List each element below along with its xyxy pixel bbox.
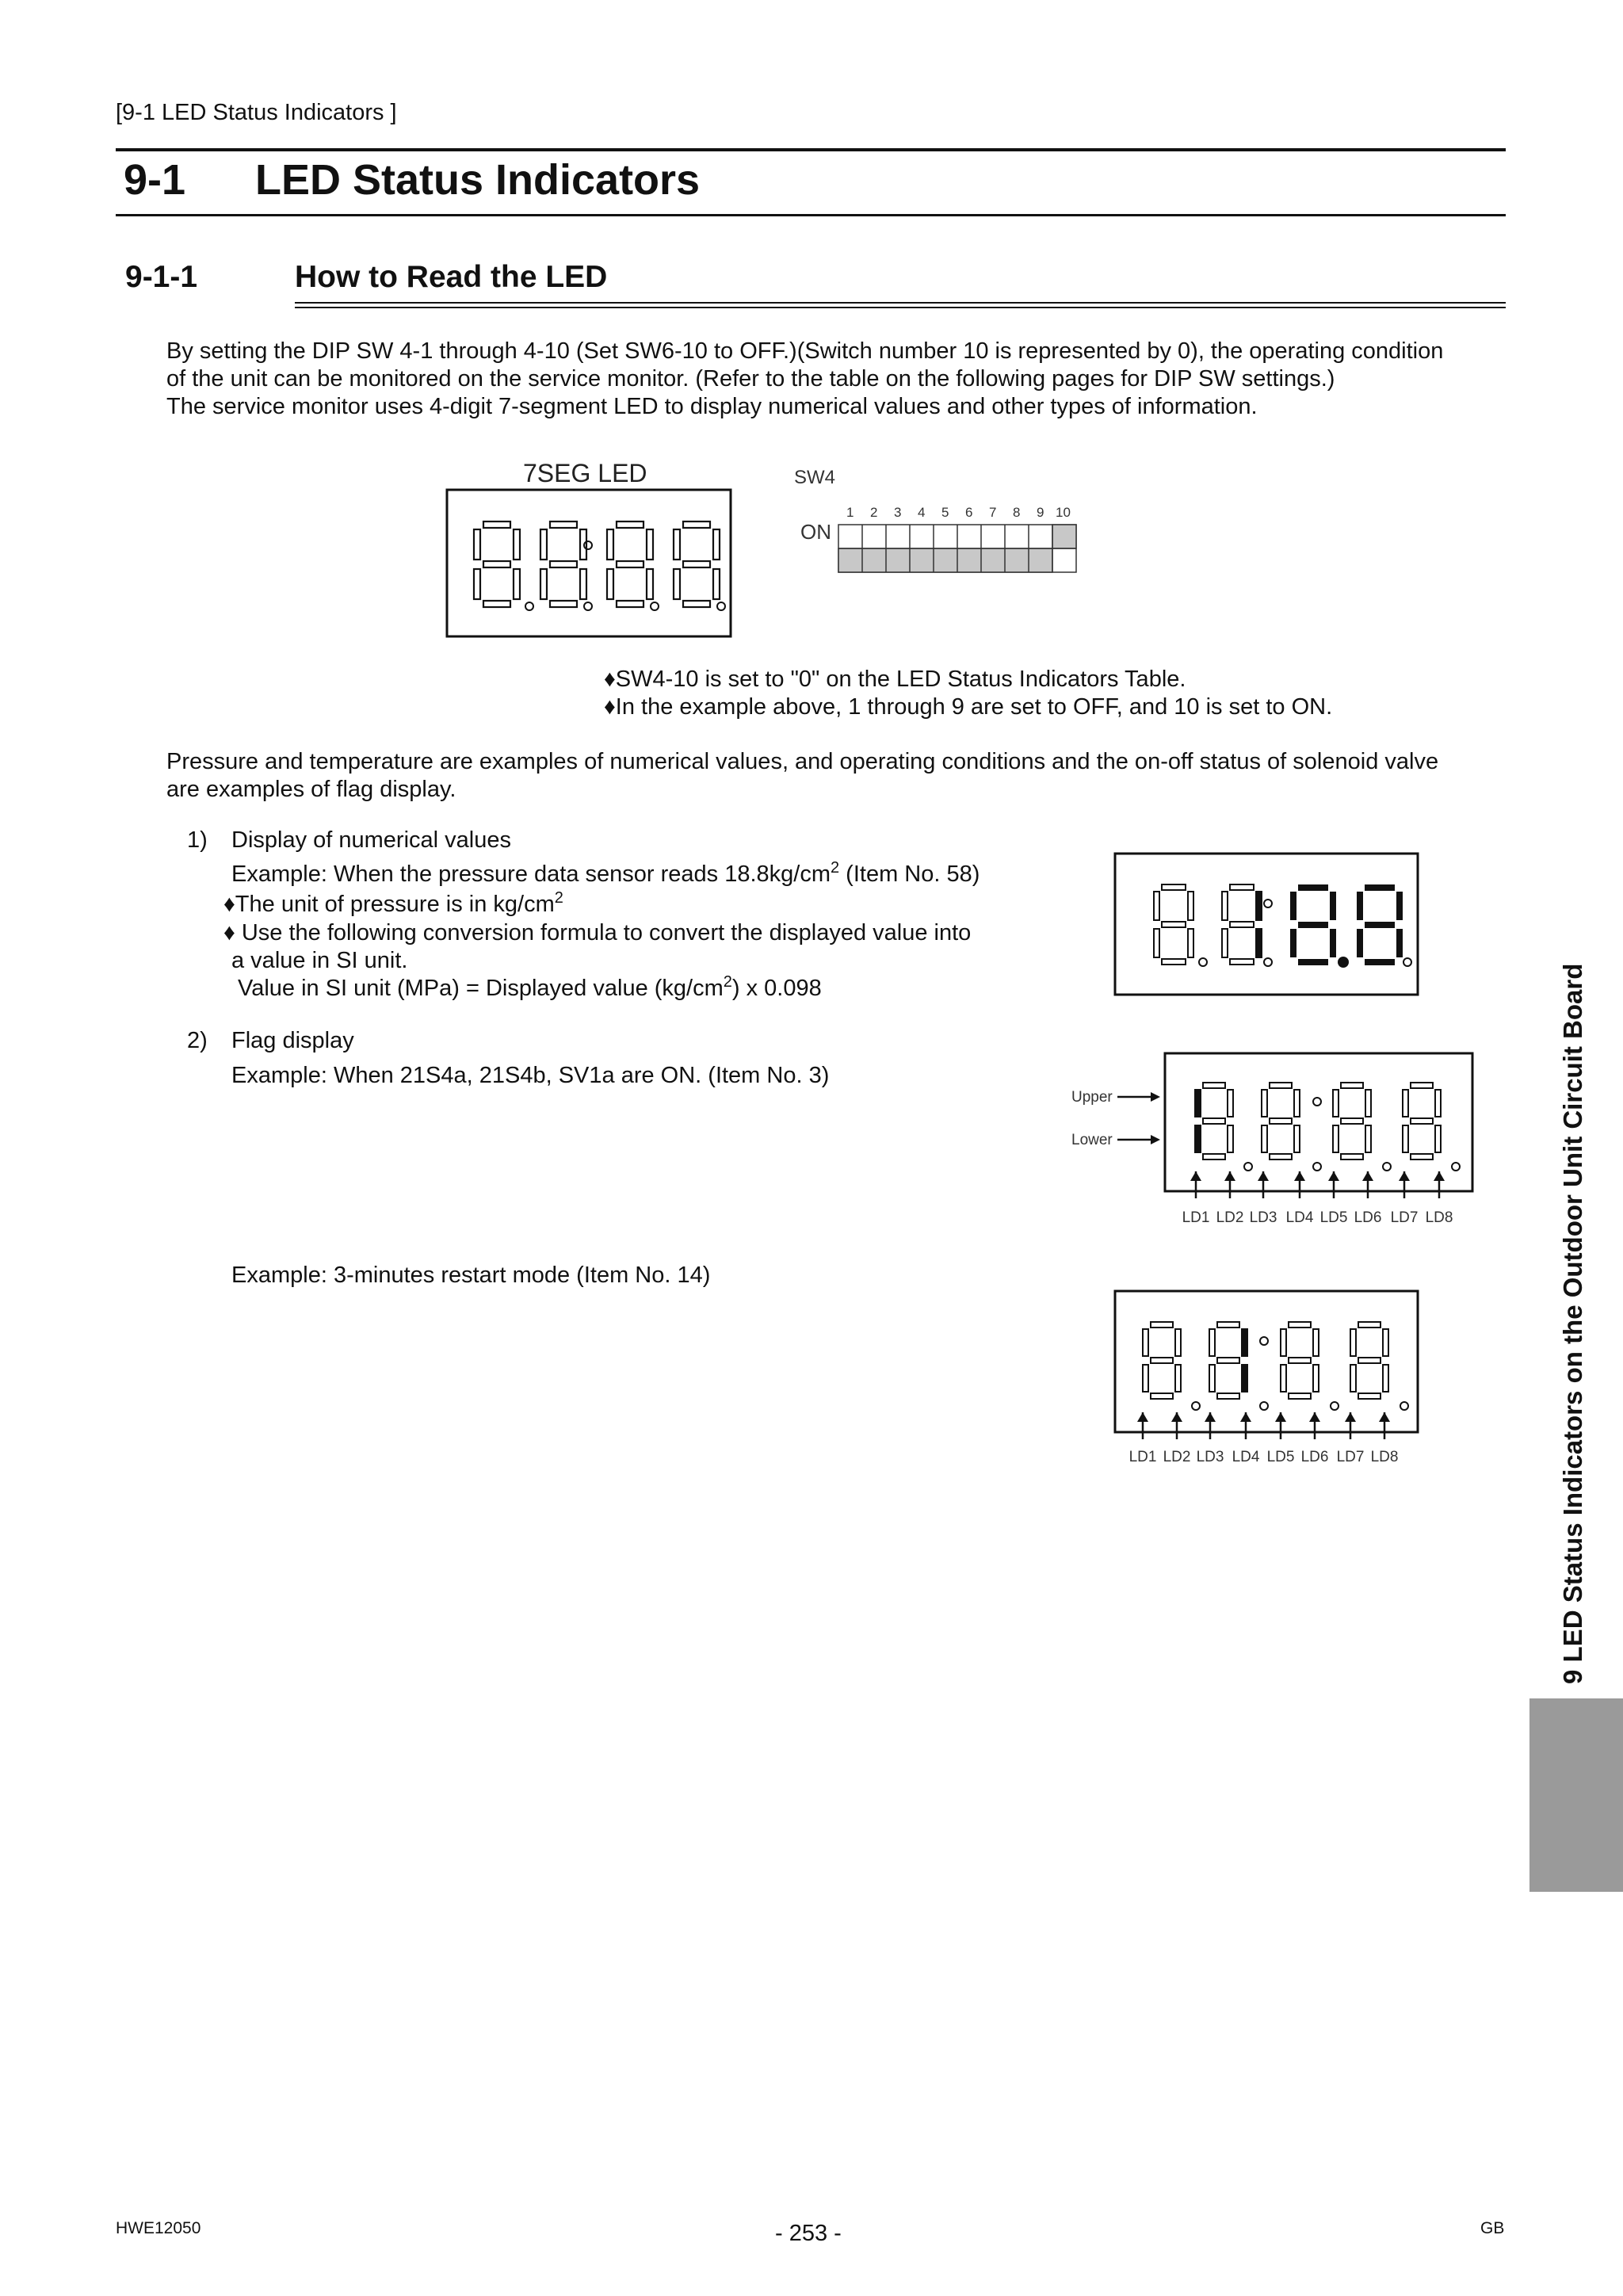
on-label: ON: [800, 520, 831, 544]
item1-unit-note: ♦The unit of pressure is in $kg/cm^2$: [223, 889, 563, 917]
footer-doc-code: HWE12050: [116, 2219, 201, 2237]
svg-text:LD6: LD6: [1354, 1209, 1382, 1226]
restart-digit-4: [1350, 1322, 1388, 1399]
top-rule: [116, 148, 1506, 151]
numeric-digit-2: [1222, 884, 1262, 965]
item2-title: Flag display: [231, 1028, 354, 1053]
restart-digit-1: [1143, 1322, 1181, 1399]
section-title: LED Status Indicators: [255, 156, 701, 204]
led-frame: [447, 490, 731, 636]
subsection-rule-1: [295, 302, 1506, 304]
svg-text:LD6: LD6: [1300, 1449, 1329, 1465]
flag-digit-3: [1333, 1083, 1371, 1159]
svg-text:LD2: LD2: [1163, 1449, 1191, 1465]
numeric-digit-4: [1357, 884, 1403, 965]
lower-label: Lower: [1071, 1132, 1113, 1148]
svg-text:2: 2: [870, 505, 878, 520]
numeric-digit-3: [1290, 884, 1336, 965]
svg-text:LD8: LD8: [1370, 1449, 1399, 1465]
side-chapter-tab: [1529, 1698, 1623, 1892]
svg-text:5: 5: [941, 505, 949, 520]
numeric-display-figure: [1113, 851, 1422, 999]
note-example: ♦In the example above, 1 through 9 are set to OFF, and 10 is set to ON.: [604, 694, 1333, 720]
restart-ld-arrows: [1137, 1412, 1390, 1439]
numeric-digit-1: [1154, 884, 1193, 965]
svg-text:LD3: LD3: [1196, 1449, 1224, 1465]
subsection-rule-2: [295, 307, 1506, 308]
item1-formula: Value in SI unit (MPa) = Displayed value $(kg/cm^2)$ x 0.098: [238, 973, 822, 1001]
svg-text:LD5: LD5: [1266, 1449, 1295, 1465]
svg-text:LD5: LD5: [1319, 1209, 1348, 1226]
footer-region: GB: [1480, 2219, 1505, 2237]
svg-text:LD4: LD4: [1232, 1449, 1260, 1465]
restart-ld-labels: [1129, 1449, 1399, 1465]
subsection-number: 9-1-1: [125, 260, 198, 294]
flag-paragraph: Pressure and temperature are examples of numerical values, and operating conditions and the on-off status of solenoid valve are examples of flag display.: [166, 749, 1439, 802]
dip-switch-bank: [838, 525, 1076, 572]
switch-numbers: [846, 505, 1071, 520]
flag-digit-4: [1403, 1083, 1441, 1159]
flag-display-figure: [1071, 1051, 1515, 1232]
subsection-title: How to Read the LED: [295, 260, 608, 294]
svg-text:LD1: LD1: [1182, 1209, 1210, 1226]
svg-text:LD2: LD2: [1216, 1209, 1244, 1226]
side-chapter-label: 9 LED Status Indicators on the Outdoor Unit Circuit Board: [1558, 963, 1587, 1684]
svg-text:4: 4: [918, 505, 926, 520]
item1-example: Example: When the pressure data sensor reads $18.8kg/cm^2$ (Item No. 58): [231, 859, 980, 887]
svg-text:3: 3: [894, 505, 902, 520]
intro-paragraph: By setting the DIP SW 4-1 through 4-10 (Set SW6-10 to OFF.)(Switch number 10 is represented by 0), the operating condition of the unit can be monitored on the service monitor. (Refer to the table on the following pages for DIP SW settings.) The service monitor uses 4-digit 7-segment LED to display numerical values and other types of information.: [166, 338, 1444, 419]
led-digit-1: [474, 521, 520, 607]
section-rule: [116, 214, 1506, 216]
item2-example-2: Example: 3-minutes restart mode (Item No. 14): [231, 1263, 711, 1288]
led-digit-3: [607, 521, 653, 607]
svg-text:6: 6: [965, 505, 973, 520]
item2-example-1: Example: When 21S4a, 21S4b, SV1a are ON. (Item No. 3): [231, 1063, 830, 1088]
item1-conversion-1: ♦ Use the following conversion formula to convert the displayed value into: [223, 920, 972, 946]
svg-text:1: 1: [846, 505, 854, 520]
svg-text:LD4: LD4: [1285, 1209, 1314, 1226]
led-label: 7SEG LED: [523, 459, 647, 487]
running-head: [9-1 LED Status Indicators ]: [116, 100, 397, 125]
flag-ld-labels: [1182, 1209, 1453, 1226]
restart-digit-2: [1209, 1322, 1247, 1399]
restart-display-figure: [1113, 1289, 1422, 1473]
svg-text:9: 9: [1037, 505, 1044, 520]
note-sw4-10: ♦SW4-10 is set to "0" on the LED Status Indicators Table.: [604, 667, 1186, 692]
svg-text:LD3: LD3: [1249, 1209, 1277, 1226]
flag-ld-arrows: [1190, 1171, 1445, 1198]
item2-label: 2): [187, 1028, 208, 1053]
restart-digit-3: [1281, 1322, 1319, 1399]
sw-label: SW4: [794, 467, 836, 488]
svg-text:10: 10: [1056, 505, 1071, 520]
item1-title: Display of numerical values: [231, 827, 511, 853]
svg-text:LD1: LD1: [1128, 1449, 1157, 1465]
restart-frame: [1115, 1291, 1418, 1432]
led-switch-figure: [444, 452, 1078, 650]
section-number: 9-1: [124, 156, 186, 204]
page-number: - 253 -: [775, 2221, 842, 2246]
led-digit-2: [540, 521, 586, 607]
item1-label: 1): [187, 827, 208, 853]
flag-digit-2: [1262, 1083, 1300, 1159]
svg-text:LD8: LD8: [1425, 1209, 1453, 1226]
item1-conversion-2: a value in SI unit.: [231, 948, 408, 973]
svg-text:LD7: LD7: [1390, 1209, 1419, 1226]
svg-text:7: 7: [989, 505, 997, 520]
flag-digit-1: [1195, 1083, 1233, 1159]
upper-label: Upper: [1071, 1089, 1113, 1106]
svg-text:8: 8: [1013, 505, 1021, 520]
led-digit-4: [674, 521, 720, 607]
svg-text:LD7: LD7: [1336, 1449, 1365, 1465]
